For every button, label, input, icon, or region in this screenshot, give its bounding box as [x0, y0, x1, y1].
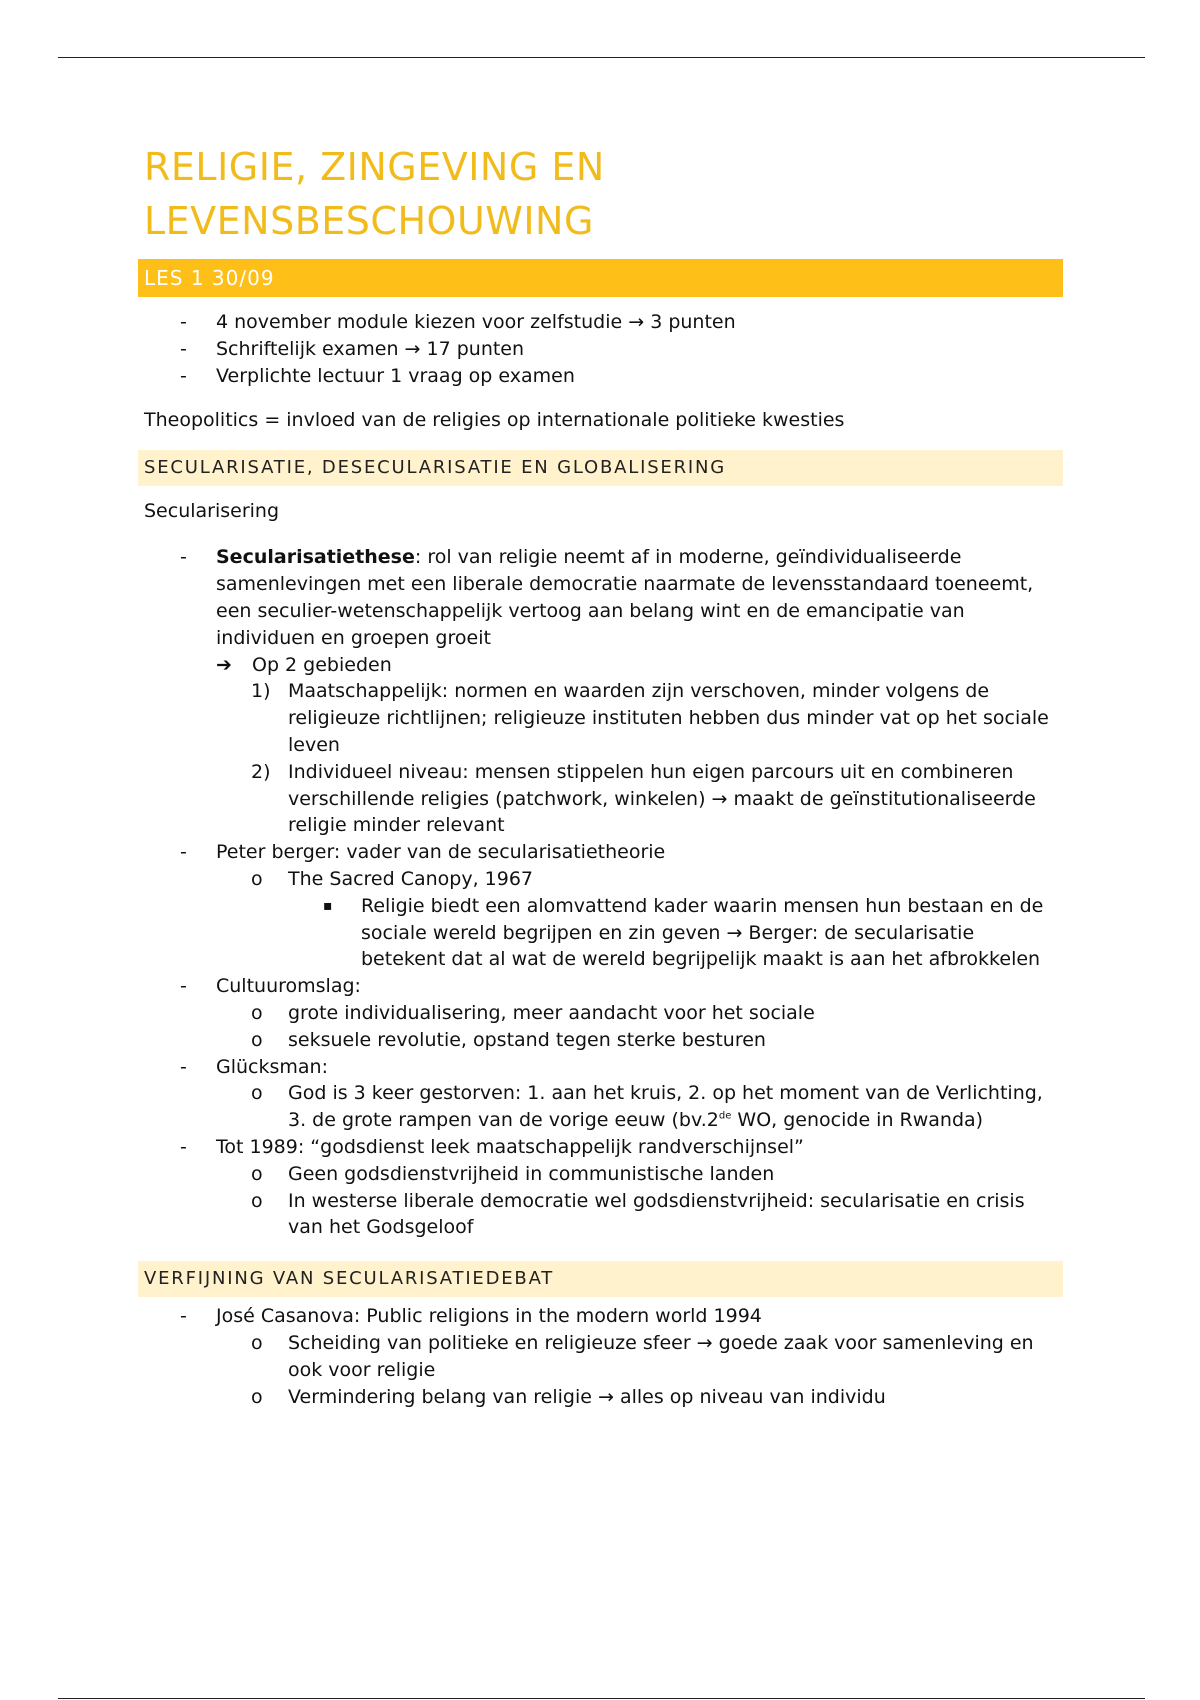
intro-item-3: Verplichte lectuur 1 vraag op examen	[216, 364, 575, 387]
casanova-item: José Casanova: Public religions in the modern world 1994	[216, 1305, 762, 1328]
glucksman-text-a: God is 3 keer gestorven: 1. aan het kruis, 2. op het moment van de Verlichting, 3. de grote rampen van de vorige eeuw (bv.2	[288, 1082, 1043, 1132]
secularisatiethese-definition: : rol van religie neemt af in moderne, geïndividualiseerde samenlevingen met een liberale democratie naarmate de levensstandaard toeneemt, een seculier-wetenschappelijk vertoog aan belang wint en de emancipatie van individuen en groepen groeit	[216, 546, 1034, 649]
list-item	[138, 839, 1063, 866]
intro-item-2: Schriftelijk examen → 17 punten	[216, 337, 525, 360]
dash-marker: -	[180, 975, 187, 998]
list-item	[138, 1330, 1063, 1384]
list-item	[138, 1000, 1063, 1027]
dash-marker: -	[180, 337, 187, 360]
theopolitics-definition: Theopolitics = invloed van de religies op internationale politieke kwesties	[144, 409, 845, 432]
cultuur-item-1: grote individualisering, meer aandacht voor het sociale	[288, 1001, 815, 1024]
list-item	[138, 1054, 1063, 1081]
circle-marker: o	[251, 1162, 263, 1185]
footer-rule	[58, 1698, 1145, 1699]
circle-marker: o	[251, 1001, 263, 1024]
list-item	[138, 363, 1063, 390]
intro-list	[138, 309, 1063, 389]
dash-marker: -	[180, 311, 187, 333]
list-item	[138, 678, 1063, 758]
cultuur-item-2: seksuele revolutie, opstand tegen sterke besturen	[288, 1028, 766, 1051]
number-marker: 1)	[251, 680, 271, 703]
dash-marker: -	[180, 841, 187, 864]
subheading-secularisering: Secularisering	[144, 500, 280, 523]
tot-1989-sub-1: Geen godsdienstvrijheid in communistische landen	[288, 1162, 775, 1185]
canopy-detail: Religie biedt een alomvattend kader waarin mensen hun bestaan en de sociale wereld begrijpen en zin geven → Berger: de secularisatie betekent dat al wat de wereld begrijpelijk maakt is aan het afbrokkelen	[361, 894, 1044, 971]
document-page	[138, 140, 1063, 1410]
circle-marker: o	[251, 1082, 263, 1105]
casanova-sub-1: Scheiding van politieke en religieuze sfeer → goede zaak voor samenleving en ook voor religie	[288, 1331, 1034, 1381]
maatschappelijk-item: Maatschappelijk: normen en waarden zijn verschoven, minder volgens de religieuze richtlijnen; religieuze instituten hebben dus minder vat op het sociale leven	[288, 680, 1049, 756]
list-item	[138, 893, 1063, 973]
header-rule	[58, 57, 1145, 58]
glucksman-text-b: WO, genocide in Rwanda)	[731, 1109, 984, 1132]
dash-marker: -	[180, 1305, 187, 1328]
dash-marker: -	[180, 546, 187, 569]
list-item	[138, 336, 1063, 363]
section-heading-secularisatie: SECULARISATIE, DESECULARISATIE EN GLOBALISERING	[138, 450, 1063, 486]
list-item	[138, 544, 1063, 651]
list-item	[138, 973, 1063, 1000]
circle-marker: o	[251, 1331, 263, 1354]
list-item	[138, 1161, 1063, 1188]
title-line-1: RELIGIE, ZINGEVING EN	[144, 145, 605, 189]
circle-marker: o	[251, 867, 263, 890]
circle-marker: o	[251, 1189, 263, 1212]
arrow-icon: ➔	[216, 653, 232, 676]
section-heading-verfijning: VERFIJNING VAN SECULARISATIEDEBAT	[138, 1261, 1063, 1297]
circle-marker: o	[251, 1028, 263, 1051]
circle-marker: o	[251, 1385, 263, 1408]
dash-marker: -	[180, 364, 187, 387]
op-2-gebieden: Op 2 gebieden	[252, 653, 392, 676]
list-item	[138, 1027, 1063, 1054]
sacred-canopy-item: The Sacred Canopy, 1967	[288, 867, 534, 890]
lesson-header: LES 1 30/09	[138, 259, 1063, 297]
dash-marker: -	[180, 1055, 187, 1078]
secularisation-list	[138, 544, 1063, 1241]
tot-1989-sub-2: In westerse liberale democratie wel godsdienstvrijheid: secularisatie en crisis van het Godsgeloof	[288, 1189, 1025, 1239]
casanova-list	[138, 1303, 1063, 1410]
list-item	[138, 1134, 1063, 1161]
list-item	[138, 652, 1063, 679]
square-marker: ▪	[323, 897, 333, 914]
tot-1989-item: Tot 1989: “godsdienst leek maatschappelijk randverschijnsel”	[216, 1135, 804, 1158]
number-marker: 2)	[251, 760, 271, 783]
list-item	[138, 759, 1063, 839]
list-item	[138, 866, 1063, 893]
list-item	[138, 1303, 1063, 1330]
individueel-item: Individueel niveau: mensen stippelen hun eigen parcours uit en combineren verschillende religies (patchwork, winkelen) → maakt de geïnstitutionaliseerde religie minder relevant	[288, 760, 1036, 837]
glucksman-superscript: de	[718, 1110, 732, 1122]
cultuuromslag-item: Cultuuromslag:	[216, 975, 361, 998]
glucksman-item: Glücksman:	[216, 1055, 328, 1078]
secularisatiethese-term: Secularisatiethese	[216, 546, 415, 569]
list-item	[138, 1384, 1063, 1411]
list-item	[138, 1188, 1063, 1242]
document-title	[138, 140, 1063, 248]
title-line-2: LEVENSBESCHOUWING	[144, 199, 594, 243]
list-item	[138, 1080, 1063, 1134]
list-item	[138, 309, 1063, 336]
casanova-sub-2: Vermindering belang van religie → alles op niveau van individu	[288, 1385, 886, 1408]
berger-item: Peter berger: vader van de secularisatietheorie	[216, 841, 666, 864]
intro-item-1: 4 november module kiezen voor zelfstudie → 3 punten	[216, 311, 736, 333]
dash-marker: -	[180, 1135, 187, 1158]
